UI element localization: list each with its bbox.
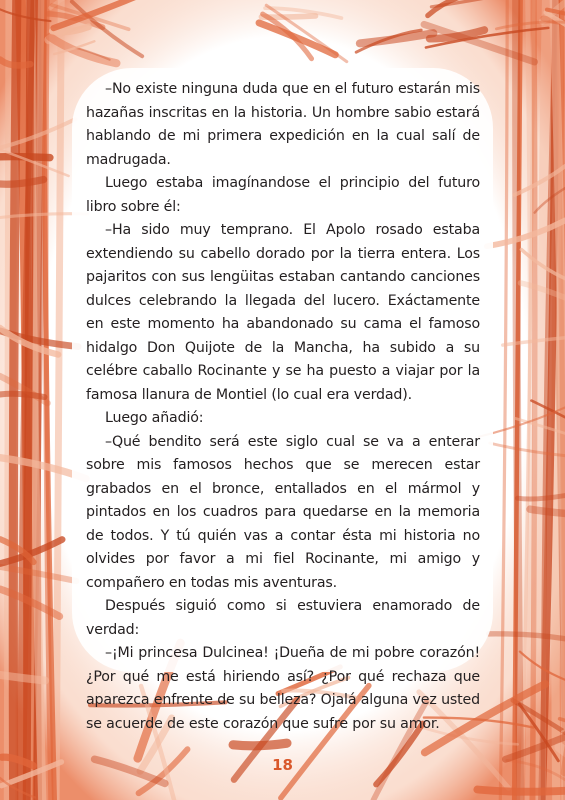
- brush-stroke: [516, 0, 520, 800]
- paragraph-5: –Qué bendito será este siglo cual se va a enterar sobre mis famosos hechos que se merecen estar grabados en el bronce, entallados en el mármol y pintados en los cuadros para quedarse en la memoria de todos. Y tú quién vas a contar ésta mi historia no olvides por favor a mi fiel Rocinante, mi amigo y compañero en todas mis aventuras.: [86, 433, 480, 591]
- paragraph-7: –¡Mi princesa Dulcinea! ¡Dueña de mi pobre corazón! ¿Por qué me está hiriendo así? ¿Por qué rechaza que aparezca enfrente de su belleza? Ojalá alguna vez usted se acuerde de este corazón que sufre por su amor.: [86, 645, 480, 732]
- brush-stroke: [477, 789, 565, 791]
- brush-stroke: [530, 509, 565, 513]
- paragraph-6: Después siguió como si estuviera enamorado de verdad:: [86, 598, 480, 638]
- paragraph-2: Luego estaba imagínandose el principio del futuro libro sobre él:: [86, 175, 480, 215]
- brush-stroke: [0, 394, 44, 397]
- paragraph-3: –Ha sido muy temprano. El Apolo rosado estaba extendiendo su cabello dorado por la tierra entera. Los pajaritos con sus lengüitas estaban cantando canciones dulces celebrando la llegada del lucero. Exáctamente en este momento ha abandonado su cama el famoso hidalgo Don Quijote de la Mancha, ha subido a su celébre caballo Rocinante y se ha puesto a viajar por la famosa llanura de Montiel (lo cual era verdad).: [86, 222, 480, 403]
- paragraph-4: Luego añadió:: [105, 410, 204, 426]
- body-text: [86, 78, 480, 736]
- page-number: 18: [272, 756, 293, 774]
- paragraph-1: –No existe ninguna duda que en el futuro estarán mis hazañas inscritas en la historia. Un hombre sabio estará hablando de mi primera expedición en la cual salí de madrugada.: [86, 81, 480, 168]
- brush-stroke: [0, 157, 50, 158]
